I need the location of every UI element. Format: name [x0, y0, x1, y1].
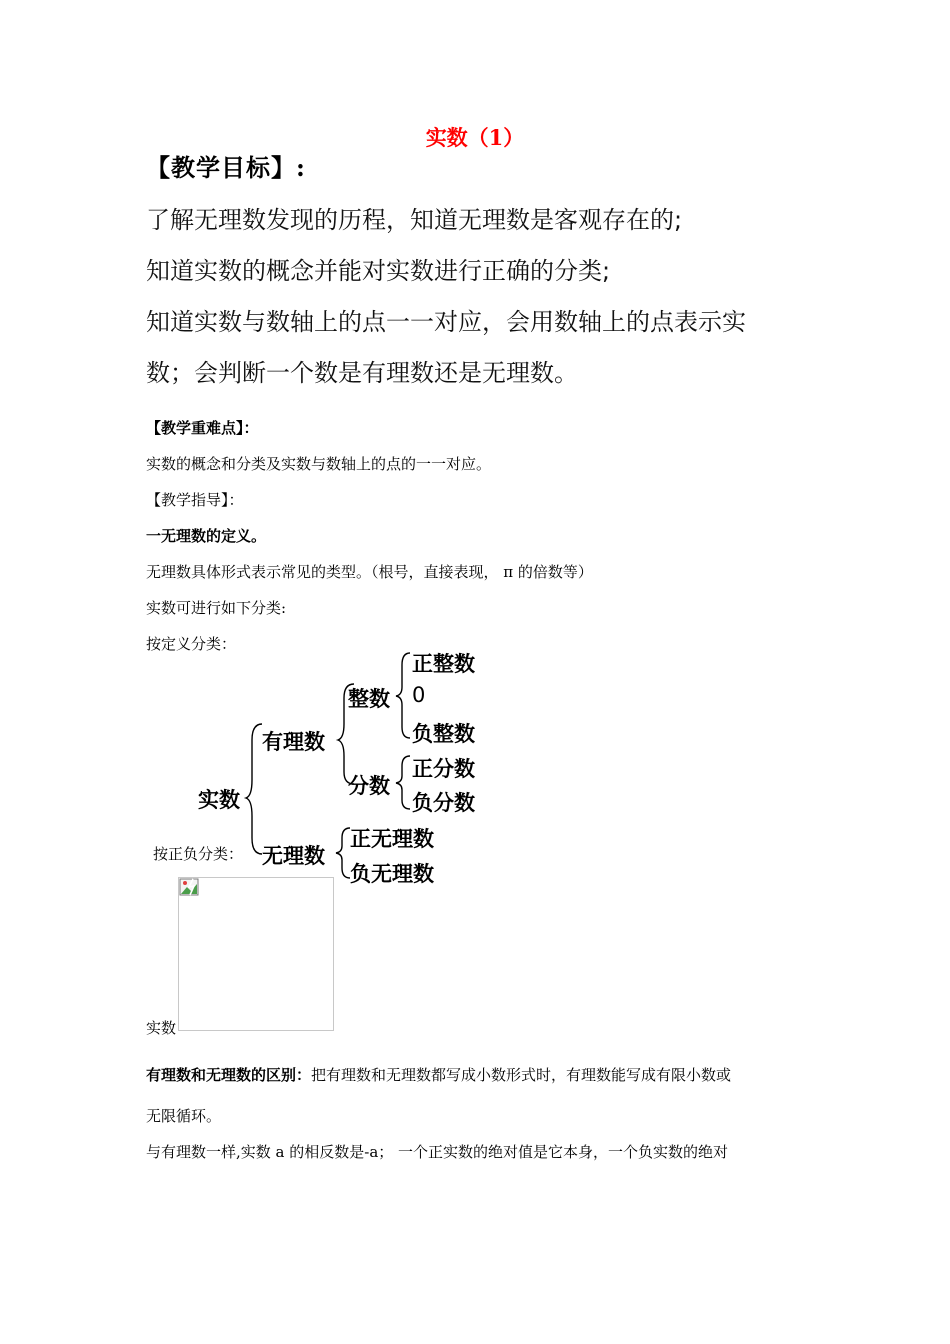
tree-fraction: 分数: [348, 774, 390, 798]
tree-integer: 整数: [348, 687, 390, 711]
irrational-types-text: 无理数具体形式表示常见的类型。（根号，直接表现， π 的倍数等）: [146, 563, 593, 581]
real-number-label: 实数: [146, 1019, 177, 1037]
by-sign-label: 按正负分类：: [153, 845, 244, 863]
tree-rational: 有理数: [262, 730, 325, 754]
tree-root-real: 实数: [198, 788, 240, 812]
key-points-text: 实数的概念和分类及实数与数轴上的点的一一对应。: [146, 455, 492, 473]
guidance-heading: 【教学指导】：: [146, 491, 244, 509]
tree-positive-fraction: 正分数: [412, 757, 475, 781]
goal-line: 了解无理数发现的历程，知道无理数是客观存在的;: [146, 206, 683, 234]
difference-line: [146, 1064, 731, 1085]
goal-line: 数；会判断一个数是有理数还是无理数。: [146, 359, 578, 387]
tree-negative-fraction: 负分数: [412, 791, 475, 815]
tree-irrational: 无理数: [262, 844, 325, 868]
section-title-irrational-definition: 一无理数的定义。: [146, 527, 267, 545]
page-title: 实数（1）: [425, 125, 525, 150]
tree-negative-irrational: 负无理数: [350, 862, 434, 886]
broken-image-placeholder: [178, 877, 334, 1031]
tree-negative-integer: 负整数: [412, 722, 475, 746]
broken-image-icon: [179, 878, 199, 896]
opposite-absolute-text: 与有理数一样,实数 a 的相反数是-a； 一个正实数的绝对值是它本身，一个负实数的绝对: [146, 1143, 729, 1161]
difference-label: 有理数和无理数的区别：: [146, 1066, 312, 1084]
tree-zero: 0: [412, 683, 426, 707]
goal-line: 知道实数的概念并能对实数进行正确的分类;: [146, 257, 611, 285]
tree-positive-irrational: 正无理数: [350, 827, 434, 851]
difference-text-continued: 无限循环。: [146, 1107, 222, 1125]
difference-text: 把有理数和无理数都写成小数形式时，有理数能写成有限小数或: [311, 1066, 732, 1084]
key-points-heading: 【教学重难点】：: [146, 419, 259, 437]
tree-positive-integer: 正整数: [412, 652, 475, 676]
goal-line: 知道实数与数轴上的点一一对应，会用数轴上的点表示实: [146, 308, 746, 336]
classify-intro: 实数可进行如下分类:: [146, 599, 287, 617]
by-definition-label: 按定义分类：: [146, 635, 237, 653]
teaching-goals-heading: 【教学目标】:: [146, 153, 306, 182]
